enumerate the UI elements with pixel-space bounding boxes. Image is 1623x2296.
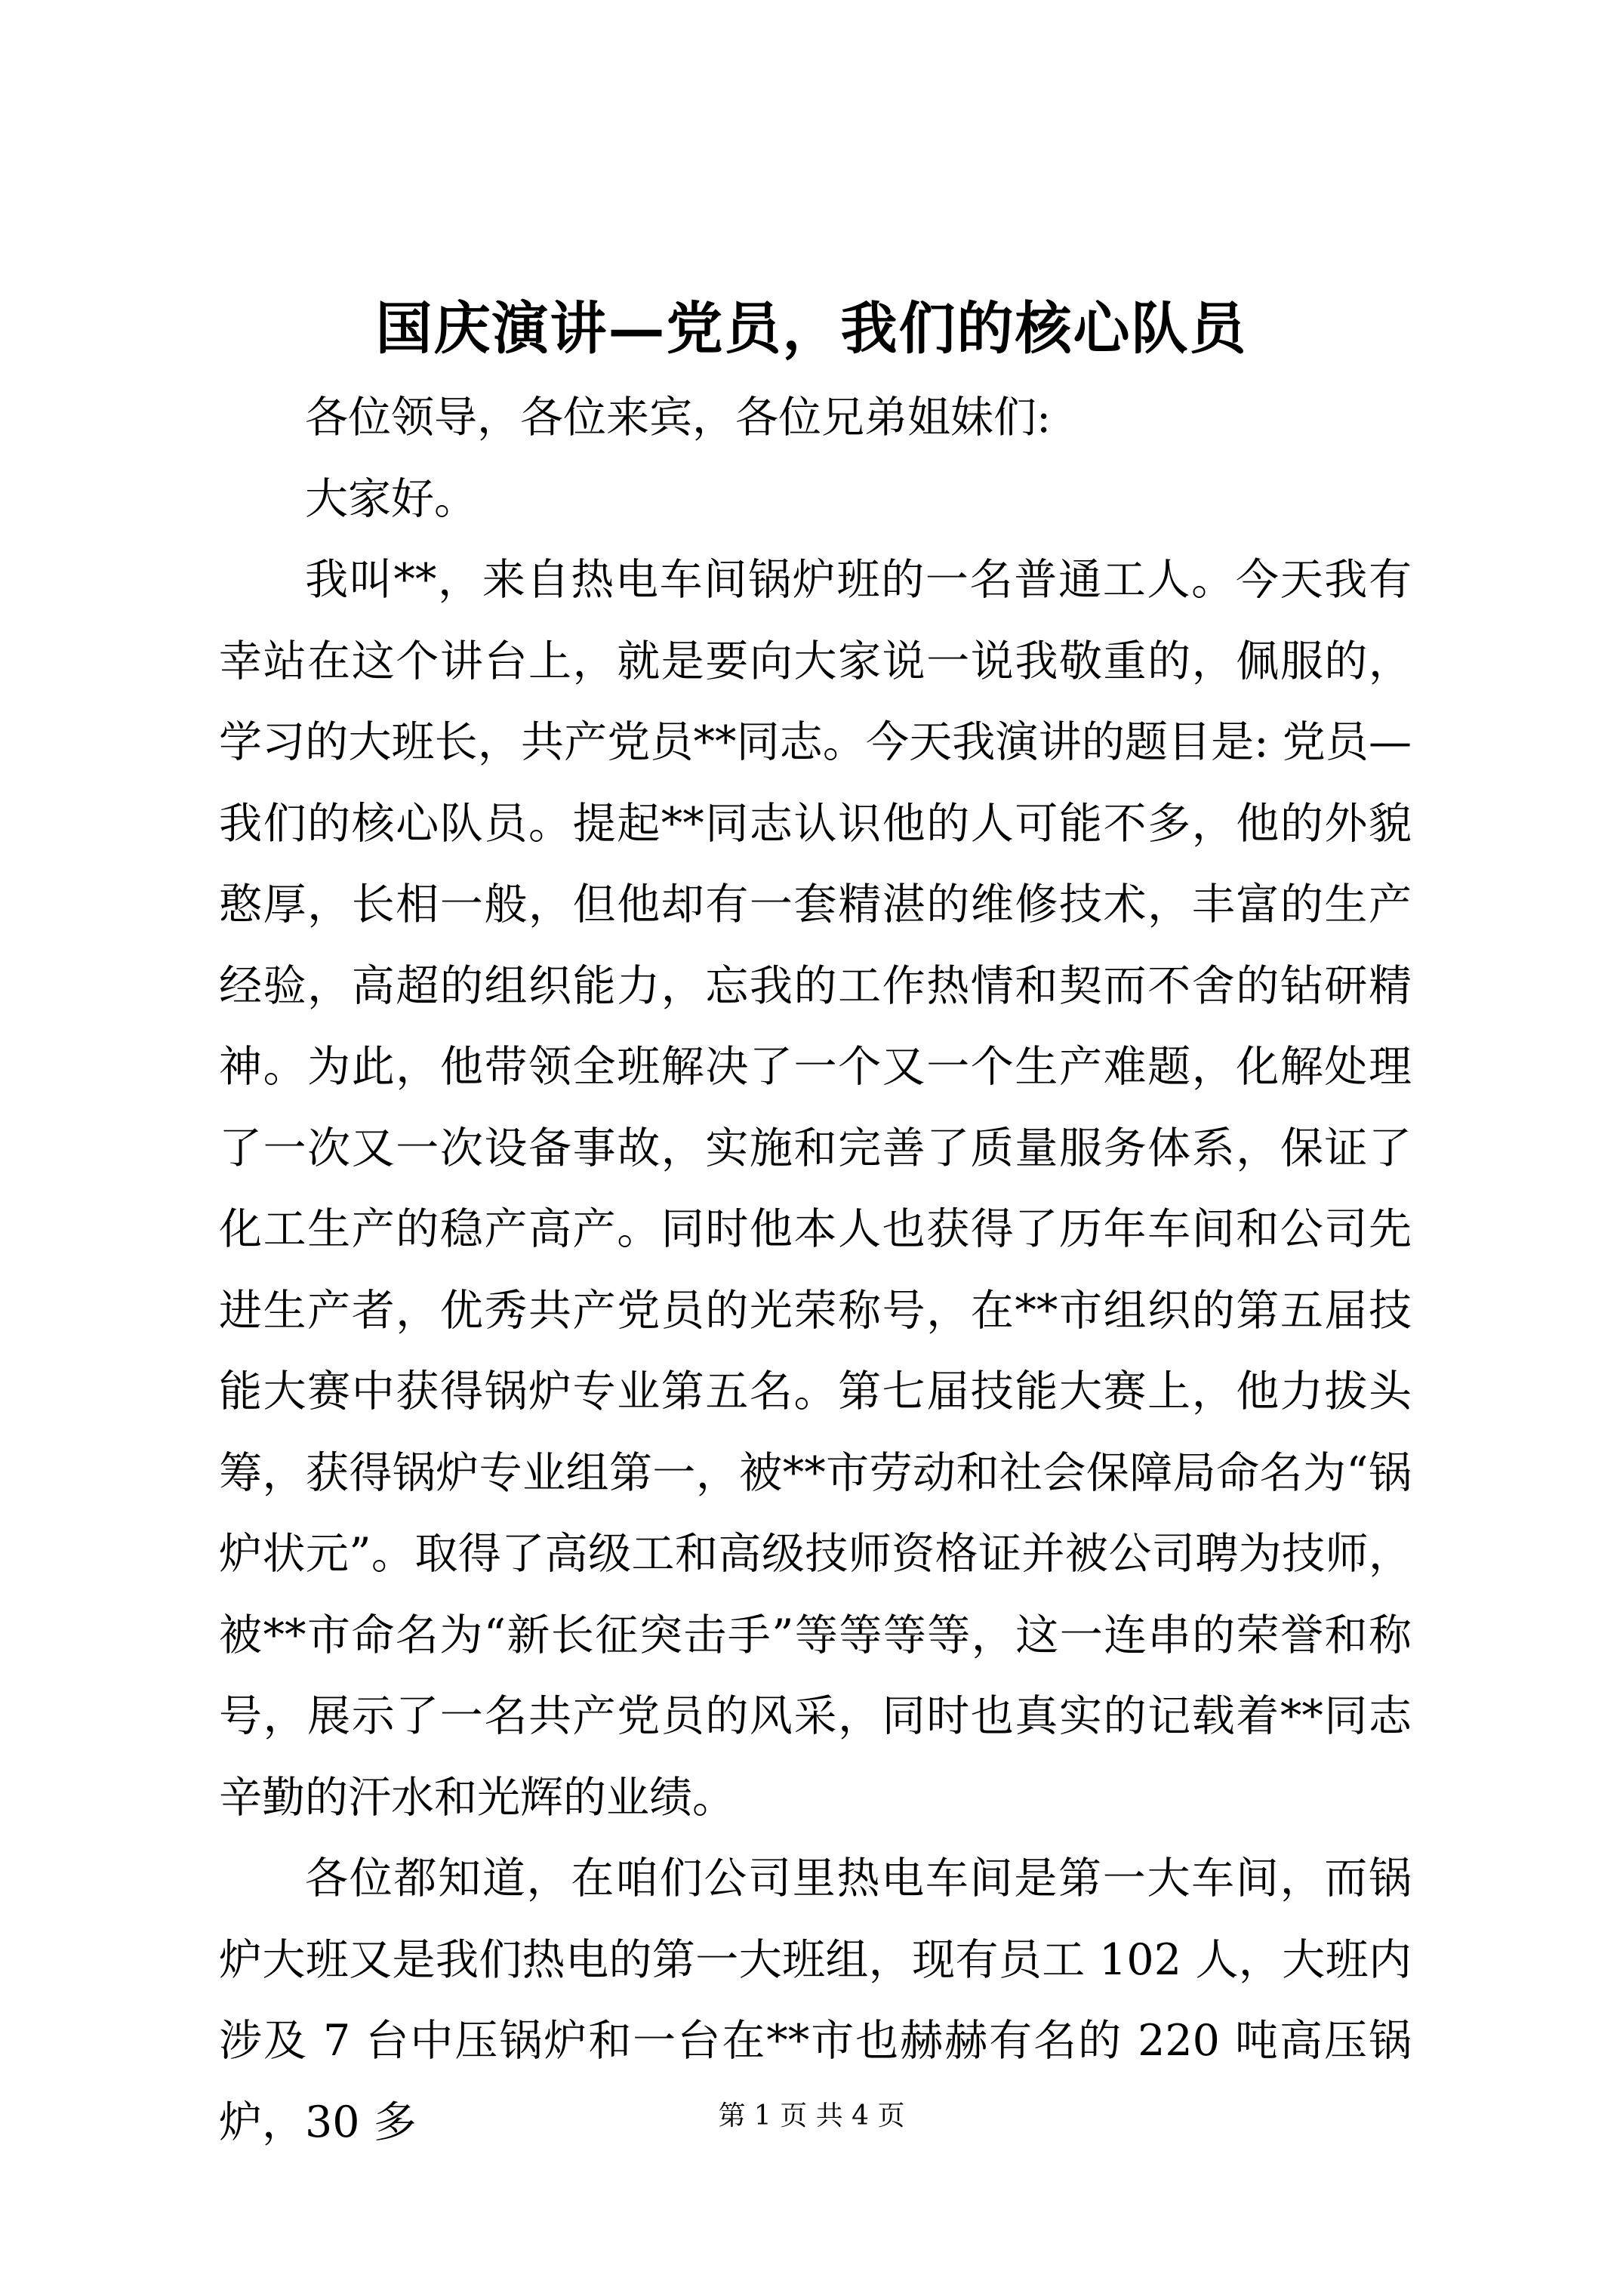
paragraph-introduction: 我叫**，来自热电车间锅炉班的一名普通工人。今天我有幸站在这个讲台上，就是要向大家说一说我敬重的，佩服的，学习的大班长，共产党员**同志。今天我演讲的题目是: 党员—我们的核心队员。提起**同志认识他的人可能不多，他的外貌憨厚，长相一般，但他却有一套精湛的维修技术，丰富的生产经验，高超的组织能力，忘我的工作热情和契而不舍的钻研精神。为此，他带领全班解决了一个又一个生产难题，化解处理了一次又一次设备事故，实施和完善了质量服务体系，保证了化工生产的稳产高产。同时他本人也获得了历年车间和公司先进生产者，优秀共产党员的光荣称号，在**市组织的第五届技能大赛中获得锅炉专业第五名。第七届技能大赛上，他力拔头筹，获得锅炉专业组第一，被**市劳动和社会保障局命名为“锅炉状元”。取得了高级工和高级技师资格证并被公司聘为技师，被**市命名为“新长征突击手”等等等等，这一连串的荣誉和称号，展示了一名共产党员的风采，同时也真实的记载着**同志辛勤的汗水和光辉的业绩。	[219, 555, 1412, 1823]
paragraph-greeting: 各位领导，各位来宾，各位兄弟姐妹们:	[305, 393, 1052, 442]
paragraph-hello: 大家好。	[305, 473, 477, 524]
paragraph-workshop: 各位都知道，在咱们公司里热电车间是第一大车间，而锅炉大班又是我们热电的第一大班组，现有员工 102 人，大班内涉及 7 台中压锅炉和一台在**市也赫赫有名的 220 吨高压锅炉，30 多	[219, 1854, 1412, 2147]
document-title: 国庆演讲—党员，我们的核心队员	[375, 295, 1248, 362]
page-footer: 第 1 页 共 4 页	[718, 2100, 905, 2131]
document-body	[219, 378, 1412, 2163]
